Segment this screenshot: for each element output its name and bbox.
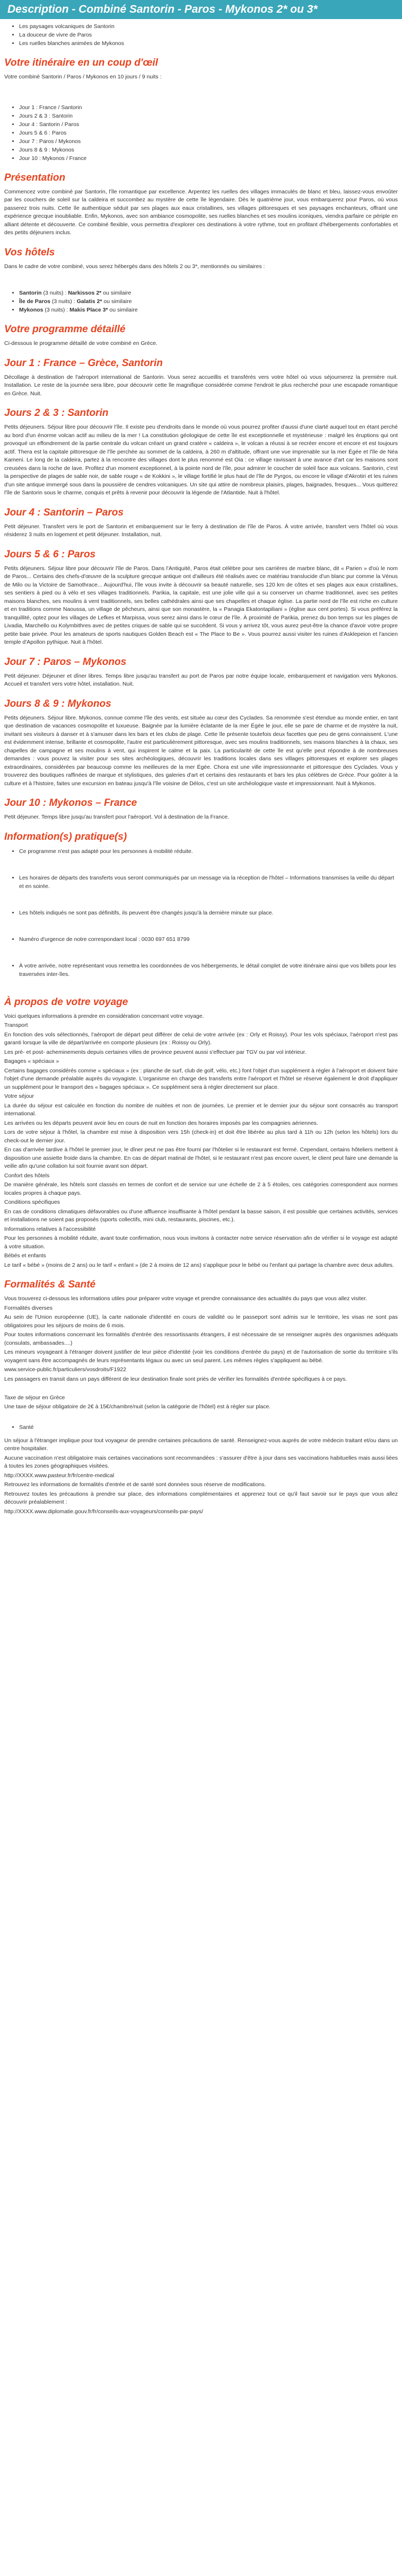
itinerary-item: • Jour 7 : Paros / Mykonos bbox=[19, 137, 398, 146]
hotel-nights: (3 nuits) : bbox=[43, 307, 70, 313]
hotel-place: Île de Paros bbox=[19, 298, 50, 305]
practical-item: • Les horaires de départs des transferts vous seront communiqués par un message via la réception de l'hôtel – Informations transmises la veille du départ et en soirée. bbox=[19, 874, 398, 891]
formalities-body bbox=[4, 1295, 398, 1516]
formalities-line: Au sein de l'Union européenne (UE), la carte nationale d'identité en cours de validité ou le passeport sont admis sur le territoire, les visas ne sont pas obligatoires pour les séjours de moins de 6 mois. bbox=[4, 1314, 398, 1329]
practical-heading: Information(s) pratique(s) bbox=[4, 831, 127, 842]
practical-list bbox=[4, 847, 398, 979]
health-line: Retrouvez les informations de formalités d'entrée et de santé sont données sous réserve de modifications. bbox=[4, 1481, 266, 1488]
day10-text: Petit déjeuner. Temps libre jusqu'au transfert pour l'aéroport. Vol à destination de la France. bbox=[4, 814, 230, 820]
about-line: Le tarif « bébé » (moins de 2 ans) ou le tarif « enfant » (de 2 à moins de 12 ans) s'applique pour le bébé ou l'enfant qui partage la chambre avec deux adultes. bbox=[4, 1262, 394, 1268]
about-heading: À propos de votre voyage bbox=[4, 996, 128, 1008]
formalities-heading: Formalités & Santé bbox=[4, 1279, 96, 1290]
hotel-list bbox=[4, 289, 398, 314]
itinerary-item: • Jour 4 : Santorin / Paros bbox=[19, 120, 398, 129]
about-line: En cas d'arrivée tardive à l'hôtel le premier jour, le dîner peut ne pas être fourni par l'hôtelier si le restaurant est fermé. Cependant, certains hôteliers mettent à disposition une assiette froide dans la chambre. En cas de départ matinal de l'hôtel, si le restaurant n'est pas encore ouvert, le client peut faire une demande la veille afin qu'une collation lui soit fournie avant son départ. bbox=[4, 1147, 398, 1169]
about-line: Certains bagages considérés comme « spéciaux » (ex : planche de surf, club de golf, vélo, etc.) font l'objet d'un supplément à régler à l'aéroport et doivent faire l'objet d'une demande préalable auprès du voyagiste. L'organisme en charge des transferts entre l'aéroport et l'hôtel se réserve également le droit d'appliquer un supplément pour le transport des « bagages spéciaux ». Ce supplément sera à régler directement sur place. bbox=[4, 1067, 398, 1090]
about-line: En cas de conditions climatiques défavorables ou d'une affluence insuffisante à l'hôtel pendant la basse saison, il est possible que certaines activités, services et installations ne soient pas proposés (sports collectifs, mini club, restaurants, piscines, etc.). bbox=[4, 1208, 398, 1223]
itinerary-intro: Votre combiné Santorin / Paros / Mykonos en 10 jours / 9 nuits : bbox=[4, 74, 162, 80]
highlight-item: • La douceur de vivre de Paros bbox=[19, 31, 398, 39]
health-line: http://XXXX.www.pasteur.fr/fr/centre-medical bbox=[4, 1472, 115, 1479]
hotel-name: Galatis 2* bbox=[76, 298, 102, 305]
day5-heading: Jours 5 & 6 : Paros bbox=[4, 548, 96, 560]
about-line: Conditions spécifiques bbox=[4, 1199, 60, 1205]
hotel-name: Makis Place 3* bbox=[69, 307, 108, 313]
itinerary-item: • Jour 1 : France / Santorin bbox=[19, 103, 398, 112]
health-line: http://XXXX.www.diplomatie.gouv.fr/fr/conseils-aux-voyageurs/conseils-par-pays/ bbox=[4, 1508, 204, 1515]
day1-heading: Jour 1 : France – Grèce, Santorin bbox=[4, 357, 163, 369]
health-line: Aucune vaccination n'est obligatoire mais certaines vaccinations sont recommandées : s'assurer d'être à jour dans ses vaccinations habituelles mais aussi liées à toutes les zones géographiques visitées. bbox=[4, 1454, 398, 1469]
day2-heading: Jours 2 & 3 : Santorin bbox=[4, 407, 109, 419]
formalities-line bbox=[4, 1384, 398, 1393]
about-line: Pour les personnes à mobilité réduite, avant toute confirmation, nous vous invitons à contacter notre service réservation afin de vérifier si le voyage est adapté à votre situation. bbox=[4, 1235, 398, 1250]
hotel-place: Mykonos bbox=[19, 307, 43, 313]
day1-text: Décollage à destination de l'aéroport international de Santorin. Vous serez accueillis et transférés vers votre hôtel où vous séjournerez la première nuit. Installation. Le reste de la journée sera libre, pour découvrir cette île magnifique considérée comme l'endroit le plus recherché pour une escapade romantique en Grèce. Nuit. bbox=[4, 374, 398, 397]
about-line: Informations relatives à l'accessibilité bbox=[4, 1225, 96, 1232]
about-line: Bébés et enfants bbox=[4, 1253, 46, 1259]
presentation-heading: Présentation bbox=[4, 172, 66, 183]
about-line: Confort des hôtels bbox=[4, 1172, 50, 1179]
hotel-item bbox=[19, 306, 398, 314]
highlight-item: • Les paysages volcaniques de Santorin bbox=[19, 22, 398, 31]
hotel-suffix: ou similaire bbox=[108, 307, 138, 313]
practical-item: • Les hôtels indiqués ne sont pas définitifs, ils peuvent être changés jusqu'à la dernière minute sur place. bbox=[19, 909, 398, 917]
about-line: Votre séjour bbox=[4, 1093, 34, 1099]
about-body bbox=[4, 1012, 398, 1270]
programme-intro: Ci-dessous le programme détaillé de votre combiné en Grèce. bbox=[4, 340, 158, 347]
about-line: Les pré- et post- acheminements depuis certaines villes de province peuvent aussi s'effectuer par TGV ou par vol intérieur. bbox=[4, 1049, 307, 1055]
hotels-intro: Dans le cadre de votre combiné, vous serez hébergés dans des hôtels 2 ou 3*, mentionnés ou similaires : bbox=[4, 263, 265, 270]
day7-heading: Jour 7 : Paros – Mykonos bbox=[4, 656, 127, 668]
practical-item: • Ce programme n'est pas adapté pour les personnes à mobilité réduite. bbox=[19, 847, 398, 856]
day10-heading: Jour 10 : Mykonos – France bbox=[4, 797, 137, 809]
programme-heading: Votre programme détaillé bbox=[4, 324, 126, 335]
practical-item: • À votre arrivée, notre représentant vous remettra les coordonnées de vos hébergements, le détail complet de votre itinéraire ainsi que vos billets pour les traversées inter-îles. bbox=[19, 962, 398, 979]
about-line: La durée du séjour est calculée en fonction du nombre de nuitées et non de journées. Le premier et le dernier jour du séjour sont consacrés au transport international. bbox=[4, 1102, 398, 1117]
itinerary-heading: Votre itinéraire en un coup d'œil bbox=[4, 57, 158, 68]
formalities-line: Une taxe de séjour obligatoire de 2€ à 15€/chambre/nuit (selon la catégorie de l'hôtel) est à régler sur place. bbox=[4, 1404, 271, 1410]
practical-item: • Numéro d'urgence de notre correspondant local : 0030 697 651 8799 bbox=[19, 935, 398, 944]
about-line: De manière générale, les hôtels sont classés en termes de confort et de service sur une échelle de 2 à 5 étoiles, ces catégories correspondent aux normes locales propres à chaque pays. bbox=[4, 1182, 398, 1196]
itinerary-list bbox=[4, 103, 398, 163]
itinerary-item: • Jours 5 & 6 : Paros bbox=[19, 129, 398, 137]
day4-heading: Jour 4 : Santorin – Paros bbox=[4, 507, 124, 518]
hotel-nights: (3 nuits) : bbox=[41, 290, 68, 296]
content bbox=[0, 22, 402, 1516]
health-line: Retrouvez toutes les précautions à prendre sur place, des informations complémentaires et apprenez tout ce qu'il faut savoir sur le pays que vous allez découvrir préalablement : bbox=[4, 1490, 398, 1505]
itinerary-item: • Jours 2 & 3 : Santorin bbox=[19, 112, 398, 120]
day8-heading: Jours 8 & 9 : Mykonos bbox=[4, 698, 111, 709]
formalities-line: Vous trouverez ci-dessous les informations utiles pour préparer votre voyage et prendre connaissance des actualités du pays que vous allez visiter. bbox=[4, 1295, 368, 1302]
hotels-heading: Vos hôtels bbox=[4, 246, 55, 258]
formalities-line: Pour toutes informations concernant les formalités d'entrée des ressortissants étrangers, il est nécessaire de se renseigner auprès des organismes adéquats (consulats, ambassades....) bbox=[4, 1331, 398, 1346]
about-line: En fonction des vols sélectionnés, l'aéroport de départ peut différer de celui de votre arrivée (ex : Orly et Roissy). Pour les vols spéciaux, l'aéroport n'est pas garanti lorsque la ville de départ/arrivée en comporte plusieurs (ex : Roissy ou Orly). bbox=[4, 1031, 398, 1046]
formalities-line: Les passagers en transit dans un pays différent de leur destination finale sont priés de vérifier les formalités d'entrée spécifiques à ce pays. bbox=[4, 1375, 347, 1382]
hotel-item bbox=[19, 297, 398, 306]
hotel-item bbox=[19, 289, 398, 297]
health-list bbox=[4, 1423, 398, 1432]
description-banner bbox=[0, 0, 402, 19]
itinerary-item: • Jour 10 : Mykonos / France bbox=[19, 154, 398, 163]
highlights-list bbox=[4, 22, 398, 48]
hotel-place: Santorin bbox=[19, 290, 42, 296]
day8-text: Petits déjeuners. Séjour libre. Mykonos, connue comme l'île des vents, est située au cœur des Cyclades. Sa renommée s'est étendue au monde entier, en tant que destination de vacances cosmopolite et luxueuse. Baignée par la lumière éclatante de la mer Égée le jour, elle se pare de charme et de mystère la nuit, invitant ses visiteurs à danser et à s'amuser dans les bars et les clubs de plage. Cette île présente toutefois deux facettes que peu de gens connaissent. L'une est évidemment intense, brillante et cosmopolite, l'autre est particulièrement pittoresque, avec ses moulins traditionnels, ses maisons blanches à la chaux, ses chapelles de campagne et ses moulins à vent, qui inspirent le calme et la paix. La particularité de cette île est qu'elle peut répondre à de nombreuses demandes : vous pouvez la visiter pour ses sites archéologiques, découvrir les traditions locales dans ses villages pittoresques et explorer ses plages extraordinaires, considérées par beaucoup comme les meilleures de la mer Égée. Chora est une ville impressionnante et pittoresque des Cyclades. Vous y trouverez des boutiques raffinées de marque et stylistiques, des galeries d'art et certains des restaurants et bars les plus célèbres de Grèce. Pour goûter à la culture et à l'histoire, faites une excursion en bateau jusqu'à l'île voisine de Délos, c'est un site archéologique vaste et impressionnant. Nuit à Mykonos. bbox=[4, 714, 398, 787]
about-line: Transport bbox=[4, 1022, 28, 1028]
day7-text: Petit déjeuner. Déjeuner et dîner libres. Temps libre jusqu'au transfert au port de Paros par notre équipe locale, embarquement et navigation vers Mykonos. Accueil et transfert vers votre hôtel, installation. Nuit. bbox=[4, 672, 398, 687]
highlight-item: • Les ruelles blanches animées de Mykonos bbox=[19, 39, 398, 48]
formalities-line: Formalités diverses bbox=[4, 1304, 53, 1311]
about-line: Voici quelques informations à prendre en considération concernant votre voyage. bbox=[4, 1012, 204, 1019]
hotel-name: Narkissos 2* bbox=[68, 290, 102, 296]
health-line: Un séjour à l'étranger implique pour tout voyageur de prendre certaines précautions de santé. Renseignez-vous auprès de votre médecin traitant et/ou dans un centre hospitalier. bbox=[4, 1437, 398, 1452]
presentation-text: Commencez votre combiné par Santorin, l'île romantique par excellence. Arpentez les ruelles des villages immaculés de blanc et bleu, laissez-vous envoûter par les couchers de soleil sur la caldeira et succombez au mystère de cette île légendaire. Dès le quatrième jour, vous embarquerez pour Paros, où vous passerez trois nuits. Cette île authentique séduit par ses plages aux eaux cristallines, ses villages pittoresques et ses paysages enchanteurs, offrant une expérience grecque inoubliable. Enfin, Mykonos, avec son ambiance cosmopolite, ses ruelles blanches et ses moulins iconiques, viendra parfaire ce périple en alliant détente et découverte. Ce combiné flexible, vous permettra d'explorer ces destinations à votre rythme, tout en profitant d'hébergements confortables et des petits déjeuners inclus. bbox=[4, 188, 398, 236]
day5-text: Petits déjeuners. Séjour libre pour découvrir l'île de Paros. Dans l'Antiquité, Paros était célèbre pour ses carrières de marbre blanc, dit « Parien » d'où le nom de Paros... Certains des chefs-d'œuvre de la sculpture grecque antique ont d'ailleurs été réalisés avec ce matériau translucide d'un blanc pur comme la Vénus de Milo ou la Victoire de Samothrace... Aujourd'hui, l'île vous invite à découvrir sa beauté naturelle, ses 120 km de côtes et ses plages aux eaux cristallines, ses sentiers à pied ou à vélo et ses villages traditionnels. Parikia, la capitale, est une jolie ville qui a su conserver un charme traditionnel, avec ses petites maisons blanches, ses moulins à vent traditionnels, ses belles cathédrales ainsi que ses chapelles et chaque église. La partie nord de l'île est riche en culture et en traditions comme Naoussa, un village de pêcheurs, ainsi que son monastère, la « Panagia Ekatontapiliani » (église aux cent portes). Si vous préférez la tranquillité, optez pour les villages de Lefkes et Marpissa, vous serez ainsi dans le cœur de l'île. À proximité de Parikia, prenez du bon temps sur les plages de Livadia, Marchello ou Kolymbithres avec de petites criques de sable qui se succèdent. Si vous y arrivez tôt, vous aurez peut-être la chance d'avoir votre propre petite baie privée. Pour les amateurs de sports nautiques Golden Beach est « The Place to Be ». Vous pourrez aussi visiter les ruines d'Asklepeion et l'ancien temple d'Apollon pythique. Nuit à l'hôtel. bbox=[4, 565, 398, 645]
hotel-nights: (3 nuits) : bbox=[50, 298, 77, 305]
about-line: Bagages « spéciaux » bbox=[4, 1058, 59, 1064]
formalities-line: Taxe de séjour en Grèce bbox=[4, 1394, 65, 1401]
health-item: • Santé bbox=[19, 1423, 398, 1432]
formalities-line: www.service-public.fr/particuliers/vosdroits/F1922 bbox=[4, 1366, 126, 1373]
itinerary-item: • Jours 8 & 9 : Mykonos bbox=[19, 146, 398, 154]
hotel-suffix: ou similaire bbox=[101, 290, 132, 296]
about-line: Les arrivées ou les départs peuvent avoir lieu en cours de nuit en fonction des horaires imposés par les compagnies aériennes. bbox=[4, 1120, 318, 1126]
hotel-suffix: ou similaire bbox=[102, 298, 132, 305]
day2-text: Petits déjeuners. Séjour libre pour découvrir l'île. Il existe peu d'endroits dans le monde où vous pourrez profiter d'aussi d'une clarté auquel tout en étant perché au bord d'un énorme volcan actif au milieu de la mer ! La constitution géologique de cette île est exceptionnelle et mystérieuse : malgré les éruptions qui ont provoqué un effondrement de la partie centrale du volcan créant un grand cratère « caldeira », le volcan a réussi à se recréer encore et encore et est toujours actif. Thera est la capitale pittoresque de l'île perchée au sommet de la caldeira, à 260 m d'altitude, offrant une vue imprenable sur la mer Égée et l'île de Néa Kameni. Le long de la caldeira, partez à la rencontre des villages dont le plus renommé est Oia : ce village ravissant à une avance d'art car les maisons sont creusées dans la roche de lave. Profitez d'un moment exceptionnel, à la pointe nord de l'île, pour admirer le coucher de soleil face aux volcans. Santorin, c'est la perspective de plages de sable noir, de sable rouge « de Kokkini », le village fortifié le plus haut de l'île de Pyrgos, ou encore le village d'Akrotiri et les ruines d'un site antique immergé sous dans la poussière de cendres volcaniques. Un site qui attire de nombreux plaisirs, plages, baignades, fresques... Vous quitterez l'île de Santorin sous le charme, conquis et prêts à revenir pour découvrir la légende de l'Atlantide. Nuit à l'hôtel. bbox=[4, 424, 398, 496]
about-line: Lors de votre séjour à l'hôtel, la chambre est mise à disposition vers 15h (check-in) et doit être libérée au plus tard à 11h ou 12h (selon les hôtels) lors du check-out le dernier jour. bbox=[4, 1129, 398, 1144]
banner-title: Description - Combiné Santorin - Paros - Mykonos 2* ou 3* bbox=[7, 3, 318, 15]
formalities-line: Les mineurs voyageant à l'étranger doivent justifier de leur pièce d'identité (voir les conditions d'entrée du pays) et de l'autorisation de sortie du territoire s'ils voyagent sans être accompagnés de leurs représentants légaux ou avec un seul parent. Les mêmes règles s'appliquent au bébé. bbox=[4, 1349, 398, 1364]
day4-text: Petit déjeuner. Transfert vers le port de Santorin et embarquement sur le ferry à destination de l'île de Paros. À votre arrivée, transfert vers l'hôtel où vous résiderez 3 nuits en logement et petit déjeuner. Installation, nuit. bbox=[4, 523, 398, 538]
